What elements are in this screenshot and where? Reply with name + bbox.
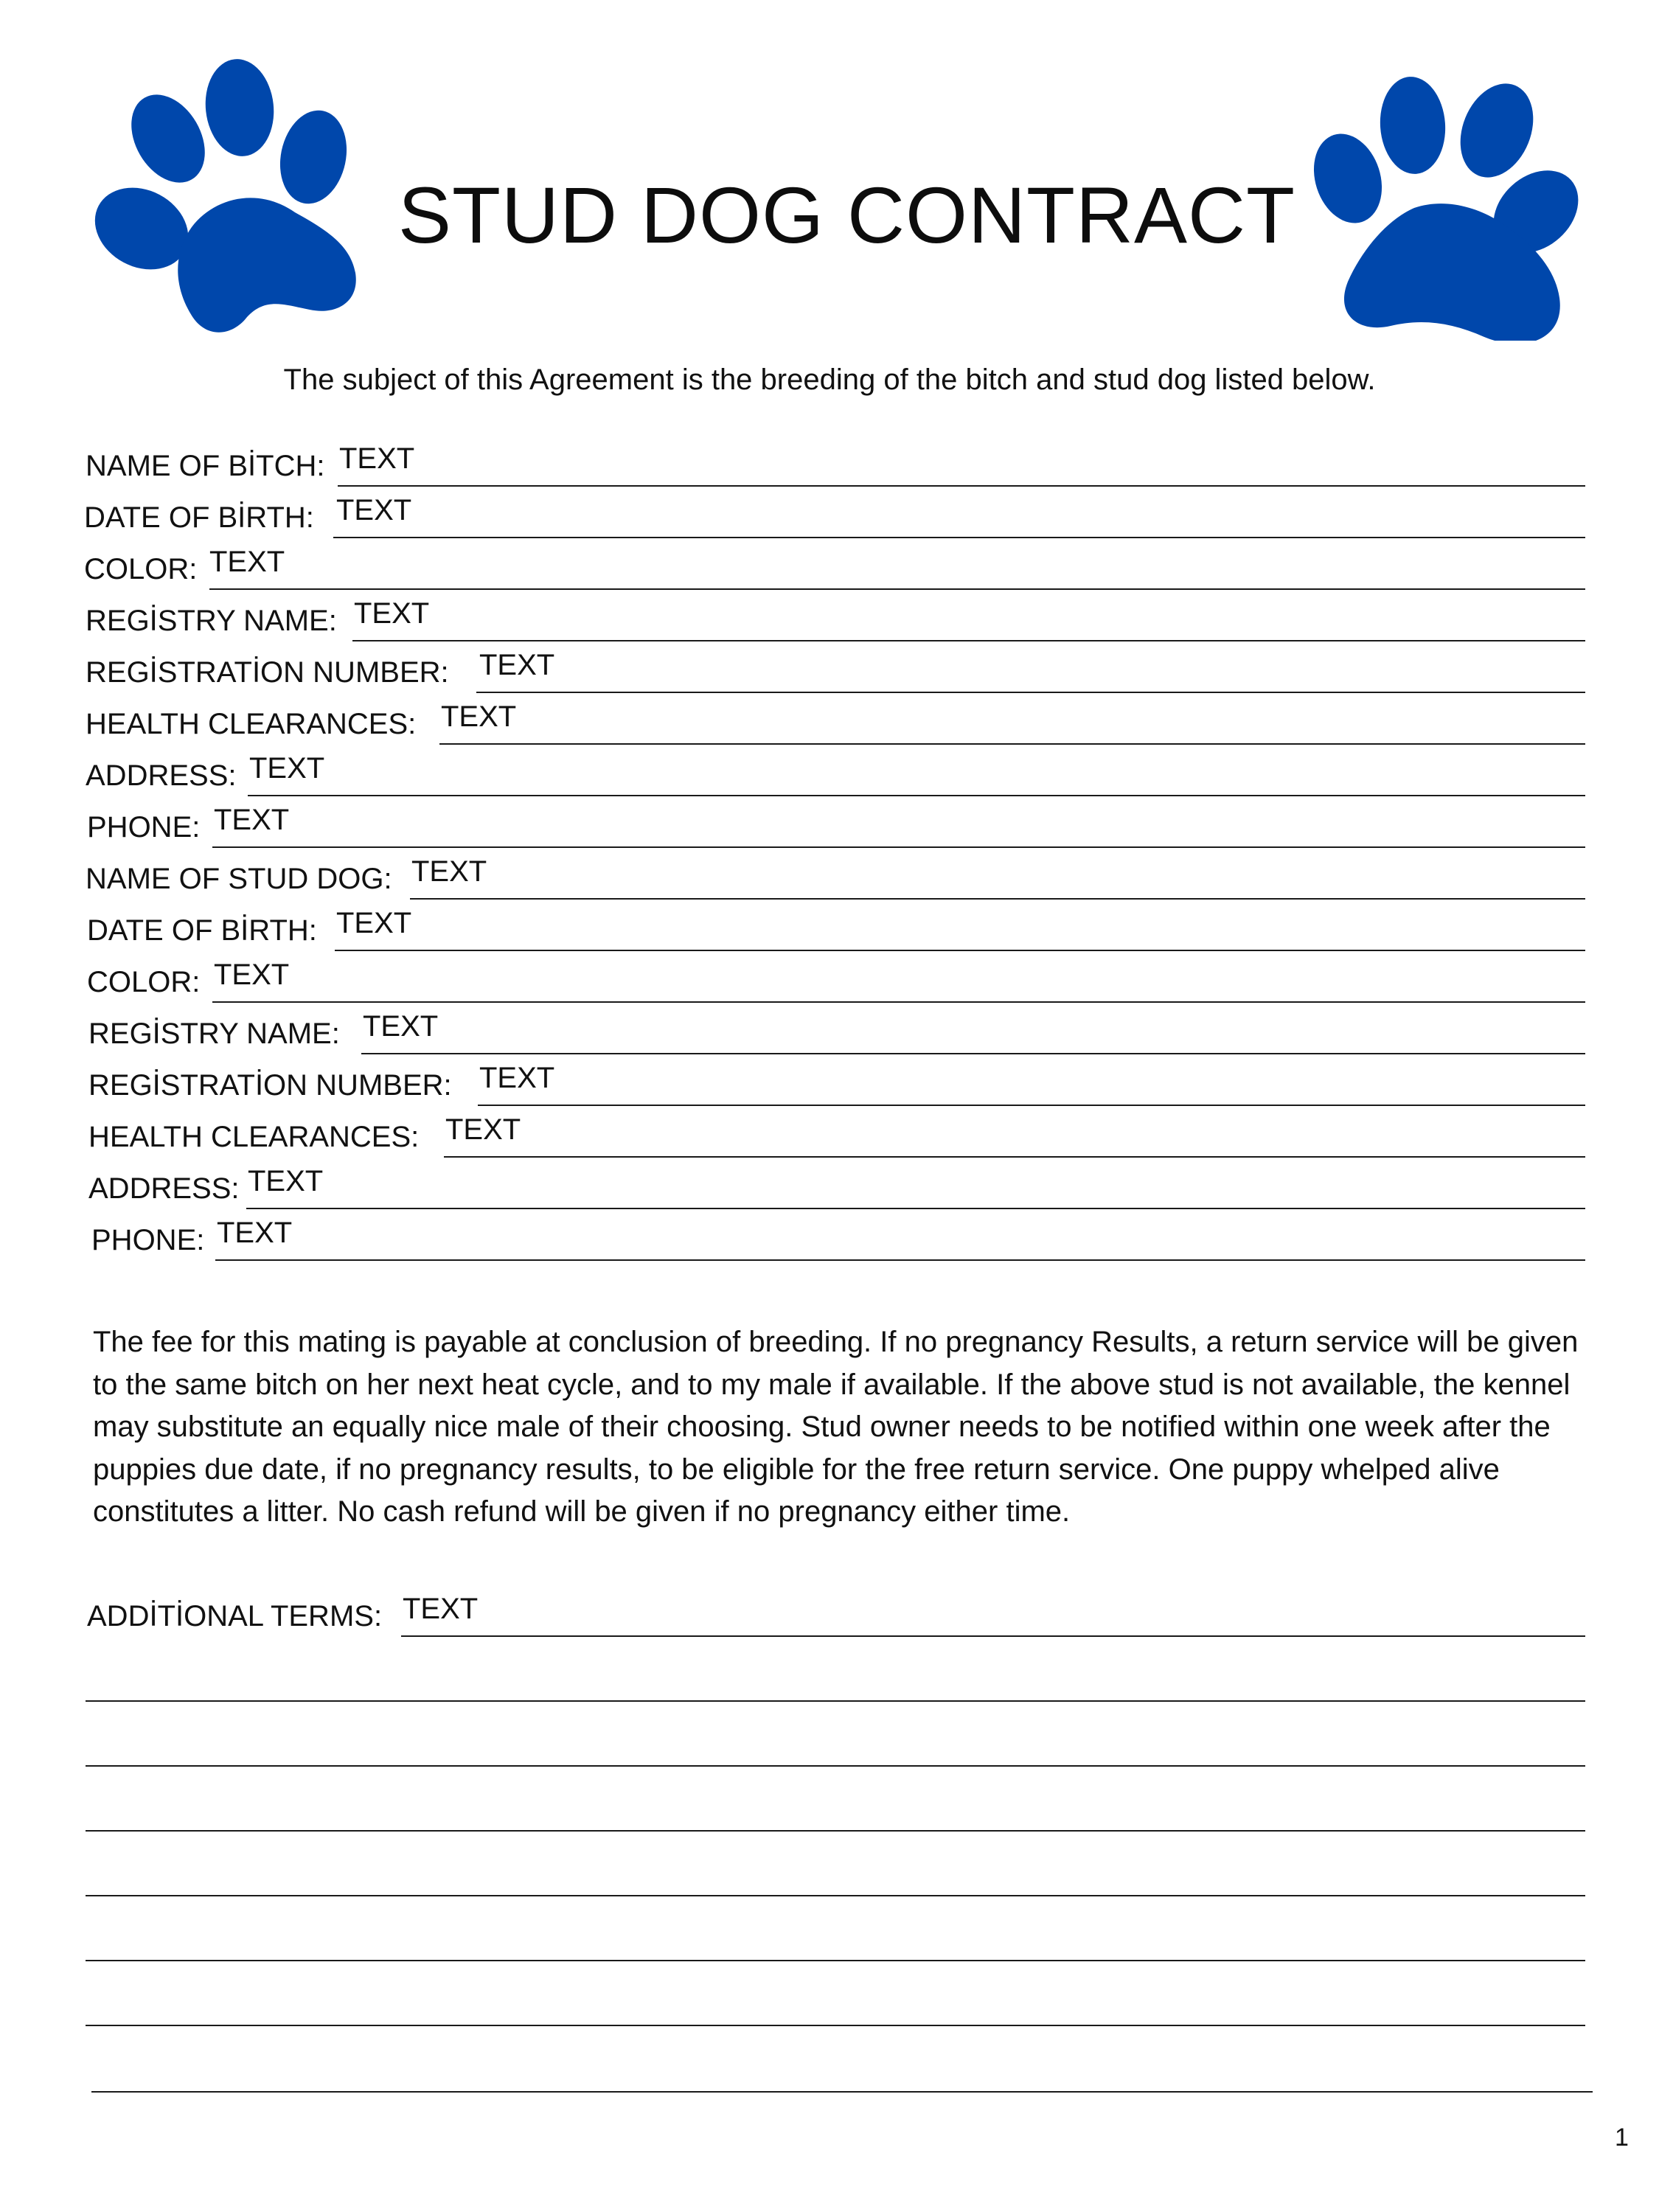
field-label: REGİSTRATİON NUMBER: <box>86 656 449 689</box>
bitch-address-field[interactable] <box>86 752 1585 796</box>
stud-dob-field[interactable] <box>87 907 1585 951</box>
field-value[interactable]: TEXT <box>217 1217 293 1249</box>
page-number: 1 <box>1615 2124 1629 2152</box>
field-label: ADDRESS: <box>88 1172 240 1205</box>
underline <box>361 1053 1585 1054</box>
field-value[interactable]: TEXT <box>336 907 412 939</box>
underline <box>212 846 1585 848</box>
field-label: COLOR: <box>87 966 201 998</box>
field-label: REGİSTRY NAME: <box>88 1018 340 1050</box>
underline <box>212 1001 1585 1003</box>
field-value[interactable]: TEXT <box>363 1010 439 1043</box>
bitch-dob-field[interactable] <box>84 494 1585 538</box>
underline <box>246 1208 1585 1209</box>
paw-print-icon-right <box>1304 60 1584 341</box>
field-value[interactable]: TEXT <box>214 804 290 836</box>
underline <box>215 1259 1585 1261</box>
underline <box>352 640 1585 641</box>
stud-address-field[interactable] <box>88 1165 1585 1209</box>
field-label: NAME OF BİTCH: <box>86 450 325 482</box>
blank-line[interactable] <box>86 1700 1585 1702</box>
field-value[interactable]: TEXT <box>248 1165 324 1197</box>
field-label: NAME OF STUD DOG: <box>86 863 392 895</box>
field-value[interactable]: TEXT <box>249 752 325 785</box>
field-value[interactable]: TEXT <box>411 855 487 888</box>
underline <box>338 485 1585 487</box>
field-label: PHONE: <box>91 1224 205 1256</box>
field-label: REGİSTRY NAME: <box>86 605 337 637</box>
bitch-registry-name-field[interactable] <box>86 597 1585 641</box>
blank-line[interactable] <box>91 2091 1593 2093</box>
stud-registry-name-field[interactable] <box>88 1010 1585 1054</box>
field-value[interactable]: TEXT <box>209 546 285 578</box>
underline <box>476 692 1585 693</box>
paw-print-icon-left <box>88 58 361 338</box>
underline <box>439 743 1585 745</box>
field-label: COLOR: <box>84 553 198 585</box>
field-label: HEALTH CLEARANCES: <box>86 708 417 740</box>
underline <box>333 537 1585 538</box>
field-label: DATE OF BİRTH: <box>84 501 314 534</box>
field-value[interactable]: TEXT <box>336 494 412 526</box>
field-label: DATE OF BİRTH: <box>87 914 317 947</box>
field-label: ADDRESS: <box>86 759 237 792</box>
additional-terms-field[interactable] <box>87 1593 1585 1637</box>
underline <box>335 950 1585 951</box>
underline <box>401 1635 1585 1637</box>
blank-line[interactable] <box>86 1765 1585 1767</box>
field-label: ADDİTİONAL TERMS: <box>87 1600 383 1632</box>
document-title: STUD DOG CONTRACT <box>398 170 1295 260</box>
bitch-phone-field[interactable] <box>87 804 1585 848</box>
bitch-health-clearances-field[interactable] <box>86 700 1585 745</box>
field-value[interactable]: TEXT <box>403 1593 479 1625</box>
stud-health-clearances-field[interactable] <box>88 1113 1585 1158</box>
field-label: HEALTH CLEARANCES: <box>88 1121 420 1153</box>
field-label: PHONE: <box>87 811 201 844</box>
blank-line[interactable] <box>86 1830 1585 1832</box>
stud-name-field[interactable] <box>86 855 1585 900</box>
underline <box>248 795 1585 796</box>
underline <box>209 588 1585 590</box>
field-value[interactable]: TEXT <box>445 1113 521 1146</box>
stud-registration-number-field[interactable] <box>88 1062 1585 1106</box>
blank-line[interactable] <box>86 1895 1585 1896</box>
bitch-registration-number-field[interactable] <box>86 649 1585 693</box>
blank-line[interactable] <box>86 2025 1585 2026</box>
blank-line[interactable] <box>86 1960 1585 1961</box>
intro-text: The subject of this Agreement is the breeding of the bitch and stud dog listed below. <box>283 364 1376 396</box>
field-value[interactable]: TEXT <box>339 442 415 475</box>
field-value[interactable]: TEXT <box>354 597 430 630</box>
bitch-color-field[interactable] <box>84 546 1585 590</box>
field-value[interactable]: TEXT <box>479 649 555 681</box>
field-value[interactable]: TEXT <box>214 959 290 991</box>
stud-phone-field[interactable] <box>91 1217 1585 1261</box>
stud-color-field[interactable] <box>87 959 1585 1003</box>
terms-paragraph: The fee for this mating is payable at conclusion of breeding. If no pregnancy Results, a return service will be given to the same bitch on her next heat cycle, and to my male if available. If the above stud is not available, the kennel may substitute an equally nice male of their choosing. Stud owner needs to be notified within one week after the puppies due date, if no pregnancy results, to be eligible for the free return service. One puppy whelped alive constitutes a litter. No cash refund will be given if no pregnancy either time. <box>93 1326 1579 1528</box>
bitch-name-field[interactable] <box>86 442 1585 487</box>
field-value[interactable]: TEXT <box>441 700 517 733</box>
underline <box>478 1105 1585 1106</box>
underline <box>444 1156 1585 1158</box>
field-value[interactable]: TEXT <box>479 1062 555 1094</box>
field-label: REGİSTRATİON NUMBER: <box>88 1069 452 1102</box>
underline <box>410 898 1585 900</box>
